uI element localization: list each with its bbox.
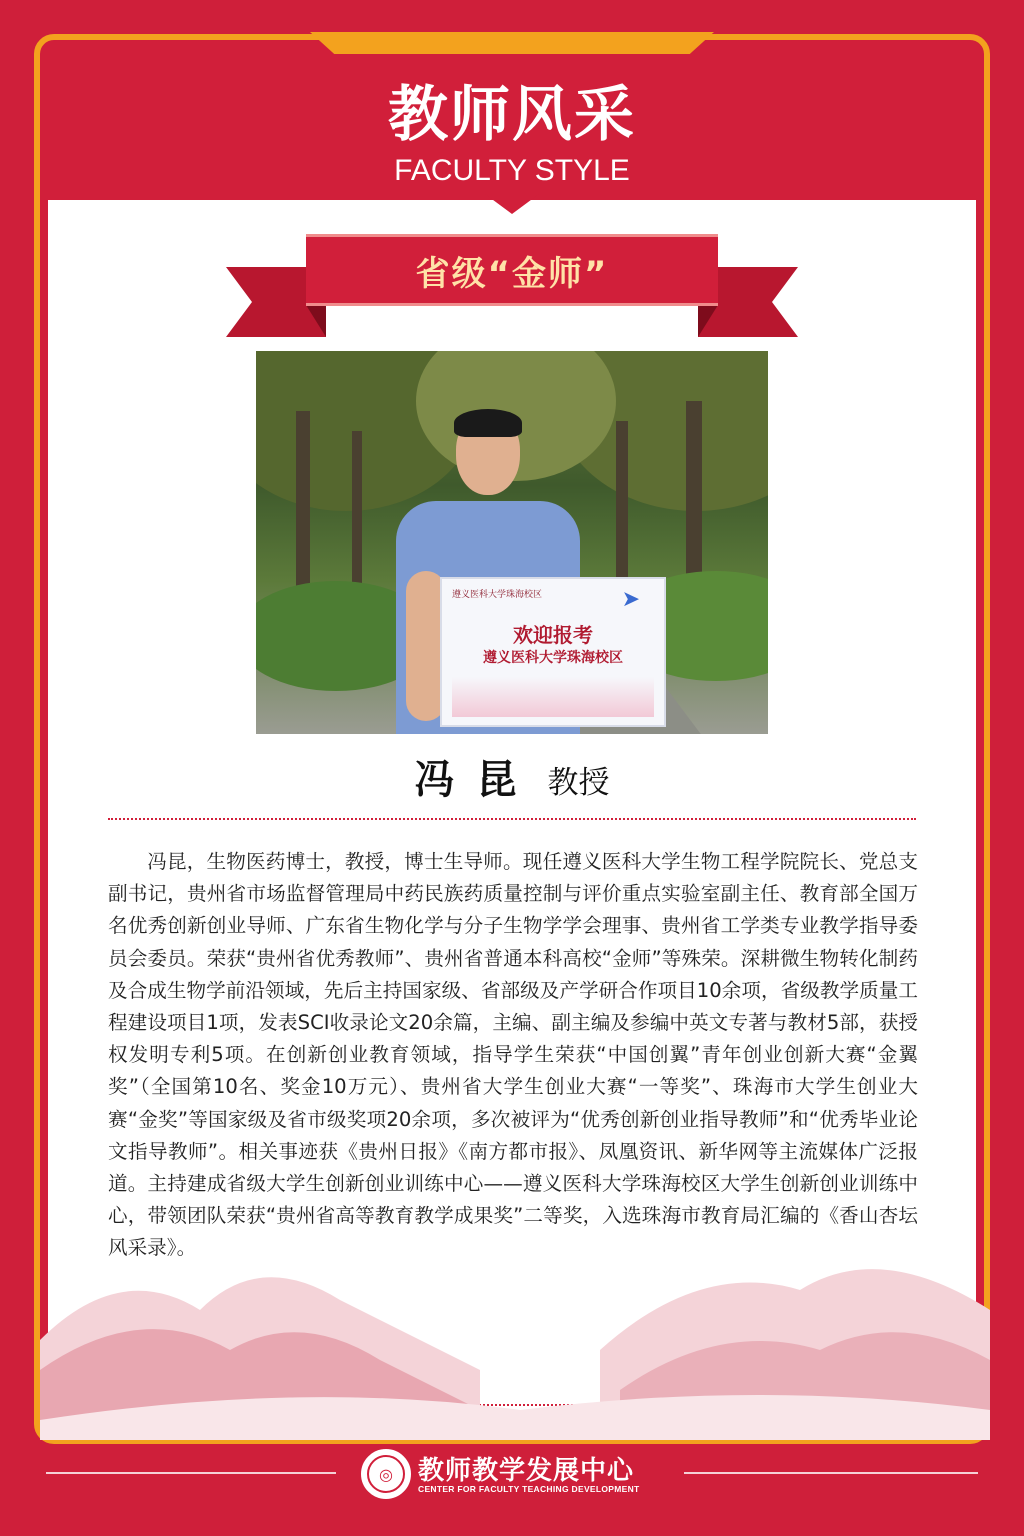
divider-top [108,818,916,820]
teacher-title: 教授 [547,765,610,801]
footer-line-right [684,1472,978,1474]
award-label: 省级“金师” [415,253,609,294]
header [40,40,984,200]
paper-plane-icon: ➤ [621,587,640,612]
name-row [0,748,1024,804]
portrait-photo [256,351,768,734]
sign-school-text: 遵义医科大学珠海校区 [483,650,623,666]
center-logo [361,1449,411,1499]
biography-text: 冯昆，生物医药博士，教授，博士生导师。现任遵义医科大学生物工程学院院长、党总支副书记，贵州省市场监督管理局中药民族药质量控制与评价重点实验室副主任、教育部全国万名优秀创新创业导师、广东省生物化学与分子生物学学会理事、贵州省工学类专业教学指导委员会委员。荣获“贵州省优秀教师”、贵州省普通本科高校“金师”等殊荣。深耕微生物转化制药及合成生物学前沿领域，先后主持国家级、省部级及产学研合作项目10余项，省级教学质量工程建设项目1项，发表SCI收录论文20余篇，主编、副主编及参编中英文专著与教材5部，获授权发明专利5项。在创新创业教育领域，指导学生荣获“中国创翼”青年创业创新大赛“金翼奖”（全国第10名、奖金10万元）、贵州省大学生创业大赛“一等奖”、珠海市大学生创业大赛“金奖”等国家级及省市级奖项20余项，多次被评为“优秀创新创业指导教师”和“优秀毕业论文指导教师”。相关事迹获《贵州日报》《南方都市报》、凤凰资讯、新华网等主流媒体广泛报道。主持建成省级大学生创新创业训练中心——遵义医科大学珠海校区大学生创新创业训练中心，带领团队荣获“贵州省高等教育教学成果奖”二等奖，入选珠海市教育局汇编的《香山杏坛风采录》。 [108,850,918,1260]
page-subtitle: FACULTY STYLE [394,154,630,187]
welcome-sign [440,577,666,727]
footer-center-name-en: CENTER FOR FACULTY TEACHING DEVELOPMENT [418,1484,640,1494]
skyline-graphic [452,677,654,717]
footer-line-left [46,1472,336,1474]
sign-welcome-text: 欢迎报考 [513,623,593,647]
person-hair [454,409,522,437]
frame-notch [310,32,714,54]
teacher-name: 冯昆 [414,757,539,803]
page-title: 教师风采 [388,80,636,150]
logo-emblem-icon: ◎ [367,1455,405,1493]
sign-school-name: 遵义医科大学珠海校区 [452,590,543,600]
footer-center-name: 教师教学发展中心 [418,1456,635,1486]
award-ribbon [306,234,718,306]
